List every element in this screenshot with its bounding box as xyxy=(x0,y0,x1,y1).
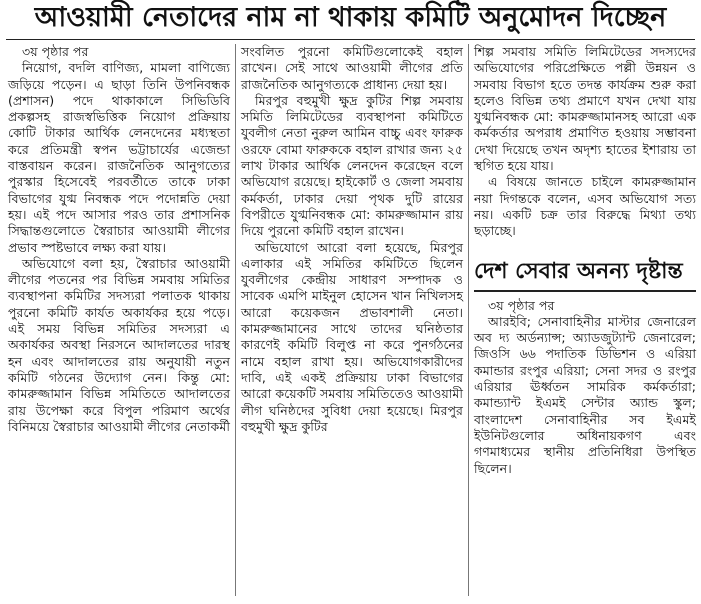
paragraph: শিল্প সমবায় সমিতি লিমিটেডের সদস্যদের অভিযোগের পরিপ্রেক্ষিতে পল্লী উন্নয়ন ও সমবায় বিভাগ হতে তদন্ত কার্যক্রম শুরু করা হলেও বিভিন্ন তথ্য প্রমাণে যখন দেখা যায় যুগ্মনিবন্ধক মো: কামরুজ্জামানসহ আরো এক কর্মকর্তার অপরাধ প্রমাণিত হওয়ায় সম্ভাবনা দেখা দিয়েছে তখন অদৃশ্য হাতের ইশারায় তা স্থগিত হয়ে যায়। xyxy=(474,44,696,174)
column-divider xyxy=(235,44,236,596)
article-column-3 xyxy=(474,44,696,477)
paragraph: অভিযোগে আরো বলা হয়েছে, মিরপুর এলাকার এই সমিতির কমিটিতে ছিলেন যুবলীগের কেন্দ্রীয় সাধারণ সম্পাদক ও সাবেক এমপি মাইনুল হোসেন খান নিখিলসহ আরো কয়েকজন প্রভাবশালী নেতা। কামরুজ্জামানের সাথে তাদের ঘনিষ্ঠতার কারণেই কমিটি বিলুপ্ত না করে পুনর্গঠনের নামে বহাল রাখা হয়। অভিযোগকারীদের দাবি, এই একই প্রক্রিয়ায় ঢাকা বিভাগের আরো কয়েকটি সমবায় সমিতিতেও আওয়ামী লীগ ঘনিষ্ঠদের সুবিধা দেয়া হয়েছে। মিরপুর বহুমুখী ক্ষুদ্র কুটির xyxy=(241,239,463,434)
paragraph: নিয়োগ, বদলি বাণিজ্য, মামলা বাণিজ্যে জড়িয়ে পড়েন। এ ছাড়া তিনি উপনিবন্ধক (প্রশাসন) পদে থাকাকালে সিভিডিবি প্রকল্পসহ রাজস্বভিত্তিক নিয়োগ প্রক্রিয়ায় কোটি টাকার আর্থিক লেনদেনের মধ্যস্থতা করে প্রতিমন্ত্রী স্বপন ভট্টাচার্যের এজেন্ডা বাস্তবায়ন করেন। রাজনৈতিক আনুগত্যের পুরস্কার হিসেবেই পরবর্তীতে তাকে ঢাকা বিভাগের যুগ্ম নিবন্ধক পদে পদোন্নতি দেয়া হয়। এই পদে আসার পরও তার প্রশাসনিক সিদ্ধান্তগুলোতে স্বৈরাচার আওয়ামী লীগের প্রভাব স্পষ্টভাবে লক্ষ্য করা যায়। xyxy=(8,60,230,255)
article-headline: আওয়ামী নেতাদের নাম না থাকায় কমিটি অনুমোদন দিচ্ছেন xyxy=(34,1,667,33)
paragraph: আরইবি; সেনাবাহিনীর মাস্টার জেনারেল অব দ্য অর্ডন্যান্স; অ্যাডজুট্যান্ট জেনারেল; জিওসি ৬৬ পদাতিক ডিভিশন ও এরিয়া কমান্ডার রংপুর এরিয়া; সেনা সদর ও রংপুর এরিয়ার ঊর্ধ্বতন সামরিক কর্মকর্তারা; কমান্ড্যান্ট ইএমই সেন্টার অ্যান্ড স্কুল; বাংলাদেশ সেনাবাহিনীর সব ইএমই ইউনিটগুলোর অধিনায়কগণ এবং গণমাধ্যমের স্থানীয় প্রতিনিধিরা উপস্থিত ছিলেন। xyxy=(474,313,696,476)
paragraph: সংবলিত পুরনো কমিটিগুলোকেই বহাল রাখেন। সেই সাথে আওয়ামী লীগের প্রতি রাজনৈতিক আনুগত্যকে প্রাধান্য দেয়া হয়। xyxy=(241,44,463,92)
paragraph: মিরপুর বহুমুখী ক্ষুদ্র কুটির শিল্প সমবায় সমিতি লিমিটেডের ব্যবস্থাপনা কমিটিতে যুবলীগ নেতা নুরুল আমিন বাচ্চু এবং ফারুক ওরফে বোমা ফারুককে বহাল রাখার জন্য ২৫ লাখ টাকার আর্থিক লেনদেন করেছেন বলে অভিযোগ রয়েছে। হাইকোর্ট ও জেলা সমবায় কর্মকর্তা, ঢাকার দেয়া পৃথক দুটি রায়ের বিপরীতে যুগ্মনিবন্ধক মো: কামরুজ্জামান রায় দিয়ে পুরনো কমিটি বহাল রাখেন। xyxy=(241,92,463,239)
sub-headline-rule xyxy=(474,290,696,292)
column-divider xyxy=(468,44,469,596)
headline-rule xyxy=(6,39,695,40)
sub-article-headline: দেশ সেবার অনন্য দৃষ্টান্ত xyxy=(474,257,683,284)
paragraph: এ বিষয়ে জানতে চাইলে কামরুজ্জামান নয়া দিগন্তকে বলেন, এসব অভিযোগ সত্য নয়। একটি চক্র তার বিরুদ্ধে মিথ্যা তথ্য ছড়াচ্ছে। xyxy=(474,174,696,239)
article-column-1 xyxy=(8,44,230,435)
continued-from-label: ৩য় পৃষ্ঠার পর xyxy=(488,297,555,313)
article-column-2 xyxy=(241,44,463,435)
continued-from-label: ৩য় পৃষ্ঠার পর xyxy=(22,44,89,59)
paragraph: অভিযোগে বলা হয়, স্বৈরাচার আওয়ামী লীগের পতনের পর বিভিন্ন সমবায় সমিতির ব্যবস্থাপনা কমিটির সদস্যরা পলাতক থাকায় পুরনো কমিটি কার্যত অকার্যকর হয়ে পড়ে। এই সময় বিভিন্ন সমিতির সদস্যরা এ অকার্যকর অবস্থা নিরসনে আদালতের দারস্থ হন এবং আদালতের রায় অনুযায়ী নতুন কমিটি গঠনের উদ্যোগ নেন। কিন্তু মো: কামরুজ্জামান বিভিন্ন সমিতিতে আদালতের রায় উপেক্ষা করে বিপুল পরিমাণ অর্থের বিনিময়ে স্বৈরাচার আওয়ামী লীগের নেতাকর্মী xyxy=(8,255,230,434)
